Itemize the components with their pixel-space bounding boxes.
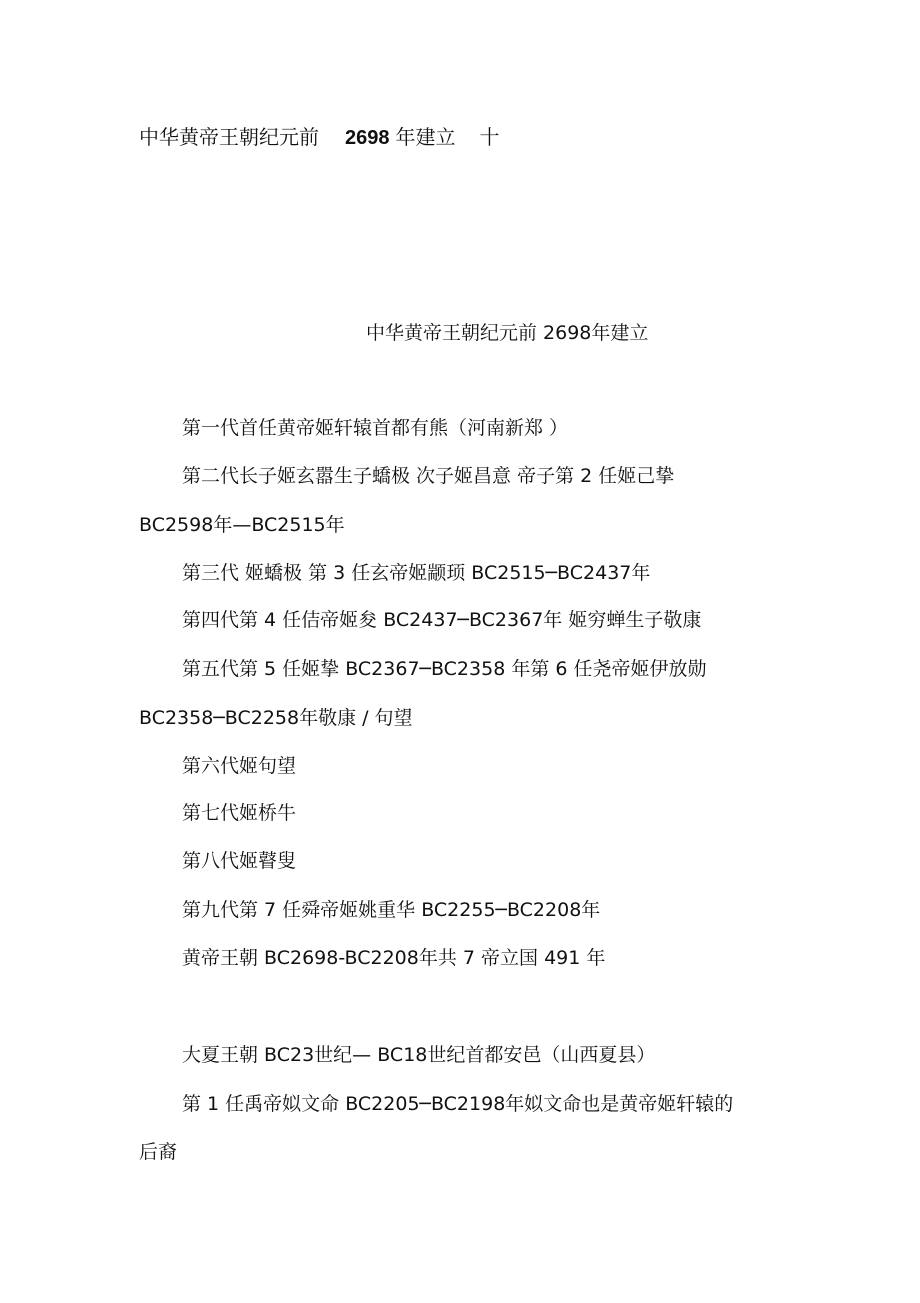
header-prefix: 中华黄帝王朝纪元前 (139, 125, 319, 149)
text-line-12: 黄帝王朝 BC2698-BC2208年共 7 帝立国 491 年 (182, 947, 606, 969)
text-line-9: 第七代姬桥牛 (182, 802, 297, 824)
text-line-4: 第三代 姬蟜极 第 3 任玄帝姬颛顼 BC2515─BC2437年 (182, 562, 651, 584)
text-line-6: 第五代第 5 任姬挚 BC2367─BC2358 年第 6 任尧帝姬伊放勋 (182, 658, 707, 680)
header-year: 2698 (345, 127, 390, 149)
text-line-3: BC2598年—BC2515年 (139, 514, 345, 536)
page-title: 中华黄帝王朝纪元前 2698年建立 (366, 322, 649, 344)
text-line-10: 第八代姬瞽叟 (182, 850, 297, 872)
text-line-5: 第四代第 4 任佶帝姬夋 BC2437─BC2367年 姬穷蝉生子敬康 (182, 609, 702, 631)
header-suffix: 年建立 (395, 125, 456, 149)
text-line-11: 第九代第 7 任舜帝姬姚重华 BC2255─BC2208年 (182, 899, 601, 921)
header-mark: 十 (479, 125, 500, 149)
text-line-1: 第一代首任黄帝姬轩辕首都有熊（河南新郑 ） (182, 417, 569, 439)
text-line-13: 大夏王朝 BC23世纪— BC18世纪首都安邑（山西夏县） (182, 1044, 656, 1066)
text-line-2: 第二代长子姬玄嚣生子蟜极 次子姬昌意 帝子第 2 任姬己挚 (182, 465, 675, 487)
text-line-15: 后裔 (139, 1141, 178, 1163)
text-line-8: 第六代姬句望 (182, 755, 297, 777)
text-line-14: 第 1 任禹帝姒文命 BC2205─BC2198年姒文命也是黄帝姬轩辕的 (182, 1093, 734, 1115)
document-header (139, 127, 500, 148)
text-line-7: BC2358─BC2258年敬康 / 句望 (139, 707, 413, 729)
